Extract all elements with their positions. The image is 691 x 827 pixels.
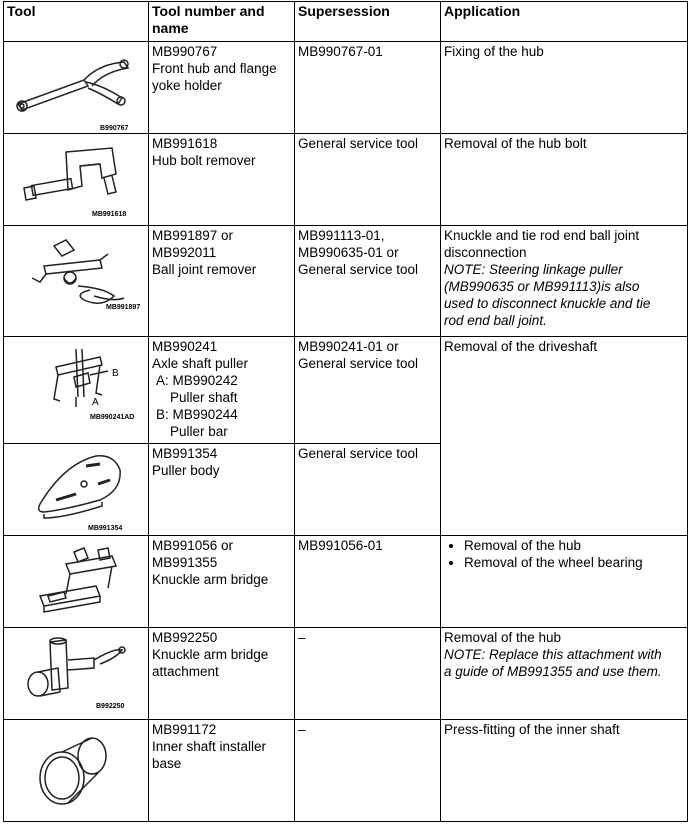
- tool-number-cell: [149, 536, 295, 628]
- list-item: • Removal of the hub: [464, 537, 684, 554]
- tool-illustration-cell: [4, 134, 149, 226]
- application-line: Removal of the driveshaft: [444, 339, 598, 354]
- tool-number: MB991618: [152, 136, 218, 151]
- supersession-line: MB991113-01,: [298, 228, 385, 243]
- header-row: [4, 2, 688, 42]
- tool-number: MB991355: [152, 555, 218, 570]
- application-line: Removal of the hub: [444, 630, 562, 645]
- tool-name-line: Axle shaft puller: [152, 356, 249, 371]
- application-cell: [441, 536, 688, 628]
- note-line: (MB990635 or MB991113)is also: [444, 279, 640, 294]
- axle-shaft-puller-illustration: [4, 337, 149, 444]
- label-a: A: [92, 397, 99, 408]
- tool-illustration-cell: [4, 444, 149, 536]
- supersession-line: –: [298, 722, 306, 737]
- supersession-cell: [295, 720, 441, 822]
- supersession-line: General service tool: [298, 356, 419, 371]
- supersession-line: General service tool: [298, 136, 419, 151]
- supersession-line: MB991056-01: [298, 538, 383, 553]
- table-row: [4, 536, 688, 628]
- bridge-attachment-illustration: [4, 628, 149, 720]
- tool-name-line: Puller body: [152, 463, 220, 478]
- part-b-name: Puller bar: [170, 424, 228, 439]
- header-supersession: Supersession: [295, 2, 441, 42]
- tool-number: MB991897 or: [152, 228, 234, 243]
- tool-name-line: yoke holder: [152, 78, 222, 93]
- supersession-line: MB990241-01 or: [298, 339, 399, 354]
- tool-illustration-cell: [4, 536, 149, 628]
- application-cell: [441, 337, 688, 536]
- tool-number: MB991056 or: [152, 538, 234, 553]
- supersession-cell: [295, 134, 441, 226]
- supersession-cell: [295, 444, 441, 536]
- tool-illustration-cell: [4, 720, 149, 822]
- tool-code: MB991618: [92, 211, 127, 218]
- supersession-line: –: [298, 630, 306, 645]
- tool-name-line: Ball joint remover: [152, 262, 257, 277]
- tool-name-line: base: [152, 756, 182, 771]
- tool-code: MB991354: [88, 525, 123, 532]
- tool-number: MB992250: [152, 630, 218, 645]
- application-line: Knuckle and tie rod end ball joint: [444, 228, 640, 243]
- tool-name-line: Inner shaft installer: [152, 739, 267, 754]
- application-line: Press-fitting of the inner shaft: [444, 722, 620, 737]
- tool-number-cell: [149, 42, 295, 134]
- table-row: [4, 720, 688, 822]
- tool-number: MB991172: [152, 722, 217, 737]
- part-a-number: A: MB990242: [156, 373, 238, 388]
- tool-number-cell: [149, 337, 295, 444]
- table-row: [4, 226, 688, 337]
- tool-number-cell: [149, 628, 295, 720]
- tool-number-cell: [149, 134, 295, 226]
- label-b: B: [112, 368, 119, 379]
- header-application: Application: [441, 2, 688, 42]
- table-row: [4, 42, 688, 134]
- tool-code: B990767: [100, 125, 129, 132]
- application-cell: [441, 134, 688, 226]
- tool-illustration-cell: [4, 42, 149, 134]
- hub-bolt-remover-illustration: [4, 134, 149, 226]
- special-tools-table: [3, 1, 688, 822]
- part-a-name: Puller shaft: [170, 390, 238, 405]
- tool-number: MB990767: [152, 44, 218, 59]
- supersession-cell: [295, 628, 441, 720]
- application-cell: [441, 720, 688, 822]
- tool-number: MB992011: [152, 245, 217, 260]
- note-line: NOTE: Steering linkage puller: [444, 262, 623, 277]
- application-cell: [441, 628, 688, 720]
- ball-joint-remover-illustration: [4, 226, 149, 337]
- application-list: [444, 537, 684, 571]
- application-line: Fixing of the hub: [444, 44, 544, 59]
- application-cell: [441, 226, 688, 337]
- knuckle-arm-bridge-illustration: [4, 536, 149, 628]
- tool-name-line: Front hub and flange: [152, 61, 277, 76]
- header-tool: Tool: [4, 2, 149, 42]
- tool-number-cell: [149, 226, 295, 337]
- supersession-cell: [295, 42, 441, 134]
- supersession-line: General service tool: [298, 262, 419, 277]
- supersession-line: MB990767-01: [298, 44, 383, 59]
- list-item: • Removal of the wheel bearing: [464, 554, 684, 571]
- supersession-cell: [295, 536, 441, 628]
- tool-name-line: Knuckle arm bridge: [152, 647, 269, 662]
- note-line: used to disconnect knuckle and tie: [444, 296, 651, 311]
- tool-code: B992250: [96, 703, 125, 710]
- supersession-cell: [295, 226, 441, 337]
- tool-code: MB991897: [106, 304, 141, 311]
- note-line: rod end ball joint.: [444, 313, 547, 328]
- tool-code: MB990241AD: [90, 414, 135, 421]
- part-b-number: B: MB990244: [156, 407, 238, 422]
- supersession-cell: [295, 337, 441, 444]
- tool-number: MB990241: [152, 339, 218, 354]
- supersession-line: MB990635-01 or: [298, 245, 399, 260]
- note-line: a guide of MB991355 and use them.: [444, 664, 662, 679]
- tool-illustration-cell: [4, 628, 149, 720]
- tool-illustration-cell: [4, 337, 149, 444]
- application-line: Removal of the hub bolt: [444, 136, 587, 151]
- tool-name-line: Knuckle arm bridge: [152, 572, 269, 587]
- note-line: NOTE: Replace this attachment with: [444, 647, 662, 662]
- header-tool-number-name: Tool number and name: [149, 2, 295, 42]
- tool-name-line: Hub bolt remover: [152, 153, 256, 168]
- tool-number: MB991354: [152, 446, 218, 461]
- table-row: [4, 628, 688, 720]
- tool-name-line: attachment: [152, 664, 219, 679]
- puller-body-illustration: [4, 444, 149, 536]
- supersession-line: General service tool: [298, 446, 419, 461]
- table-row: [4, 337, 688, 444]
- table-row: [4, 134, 688, 226]
- tool-number-cell: [149, 444, 295, 536]
- tool-illustration-cell: [4, 226, 149, 337]
- application-line: disconnection: [444, 245, 527, 260]
- tool-number-cell: [149, 720, 295, 822]
- application-cell: [441, 42, 688, 134]
- installer-base-illustration: [4, 720, 149, 822]
